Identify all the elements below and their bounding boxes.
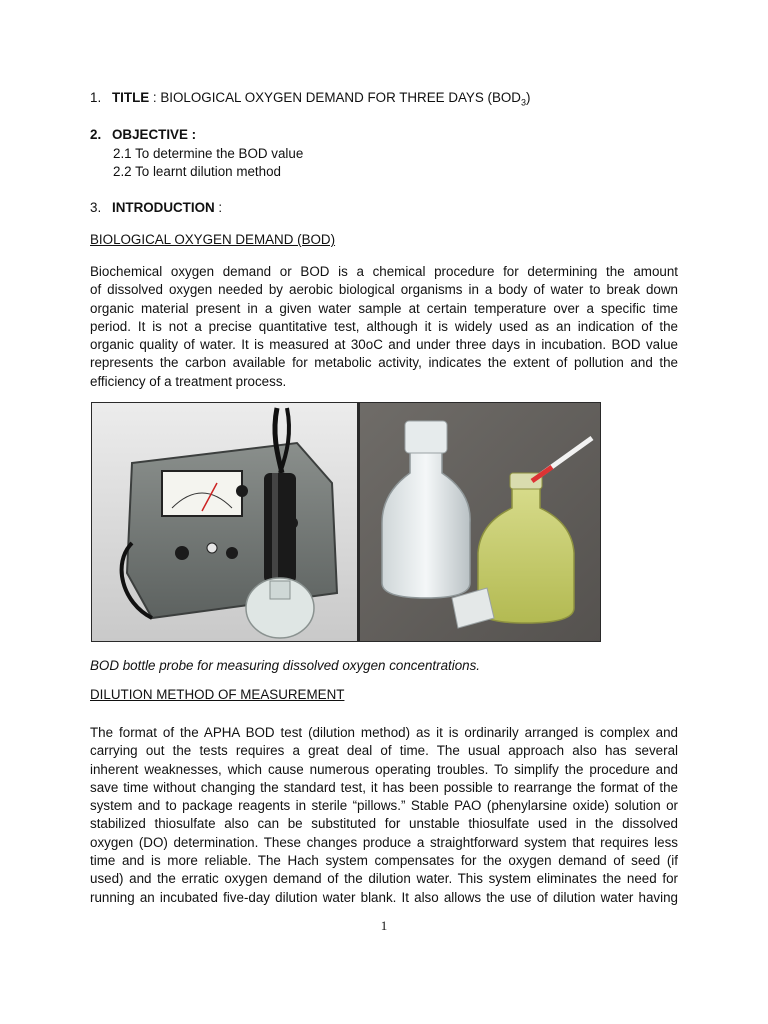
objective-item: 2.1 To determine the BOD value: [113, 146, 304, 161]
paragraph-line: stabilized thiosulfate also can be substituted for unstable thiosulfate used in the dissolved: [90, 816, 678, 832]
section-number: 2.: [90, 127, 102, 142]
title-subscript: 3: [520, 97, 526, 108]
bod-paragraph: [90, 263, 678, 391]
paragraph-line: organic material present in a given water sample at certain temperature over a specific time: [90, 300, 678, 316]
dilution-paragraph: [90, 724, 678, 907]
section-label: OBJECTIVE :: [112, 127, 197, 142]
paragraph-line: system and to package reagents in sterile “pillows.” Stable PAO (phenylarsine oxide) solution or: [90, 798, 678, 814]
title-text: : BIOLOGICAL OXYGEN DEMAND FOR THREE DAYS (BOD: [149, 90, 521, 105]
section-title-line: [90, 90, 530, 108]
section-objective-heading: [90, 127, 196, 142]
paragraph-line: Biochemical oxygen demand or BOD is a chemical procedure for determining the amount: [90, 264, 678, 279]
paragraph-line: used) and the erratic oxygen demand of the dilution water. This system eliminates the need for: [90, 871, 678, 887]
bod-equipment-photo: [91, 402, 601, 642]
section-label: TITLE: [112, 90, 150, 105]
bod-subheading: BIOLOGICAL OXYGEN DEMAND (BOD): [90, 232, 336, 247]
paragraph-line: save time without changing the standard test, it has been possible to rearrange the format of the: [90, 779, 678, 795]
objective-list: [113, 145, 303, 181]
page-number: 1: [380, 918, 388, 933]
section-number: 3.: [90, 200, 102, 215]
paragraph-line: of dissolved oxygen needed by aerobic biological organisms in a body of water to break down: [90, 282, 678, 298]
paragraph-line: organic quality of water. It is measured at 30oC and under three days in incubation. BOD value: [90, 337, 678, 353]
section-number: 1.: [90, 90, 102, 105]
figure-caption: BOD bottle probe for measuring dissolved oxygen concentrations.: [90, 658, 481, 673]
paragraph-line: represents the carbon available for metabolic activity, indicates the extent of pollution and the: [90, 355, 678, 371]
title-close: ): [526, 90, 531, 105]
objective-item: 2.2 To learnt dilution method: [113, 164, 281, 179]
paragraph-line: time and is more reliable. The Hach system compensates for the oxygen demand of seed (if: [90, 853, 678, 869]
paragraph-line: efficiency of a treatment process.: [90, 373, 287, 389]
section-label: INTRODUCTION: [112, 200, 215, 215]
section-introduction-heading: [90, 200, 222, 215]
paragraph-line: period. It is not a precise quantitative test, although it is widely used as an indication of the: [90, 318, 678, 334]
paragraph-line: oxygen (DO) determination. These changes produce a straightforward system that requires less: [90, 834, 678, 850]
section-suffix: :: [214, 200, 223, 215]
dilution-subheading: DILUTION METHOD OF MEASUREMENT: [90, 687, 345, 702]
paragraph-line: The format of the APHA BOD test (dilution method) as it is ordinarily arranged is complex and: [90, 725, 678, 740]
paragraph-line: inherent weaknesses, which cause numerous operating troubles. To simplify the procedure and: [90, 761, 678, 777]
paragraph-line: carrying out the tests requires a great deal of time. The usual approach also has several: [90, 743, 678, 759]
paragraph-line: running an incubated five-day dilution water blank. It also allows the use of dilution water having: [90, 889, 678, 905]
